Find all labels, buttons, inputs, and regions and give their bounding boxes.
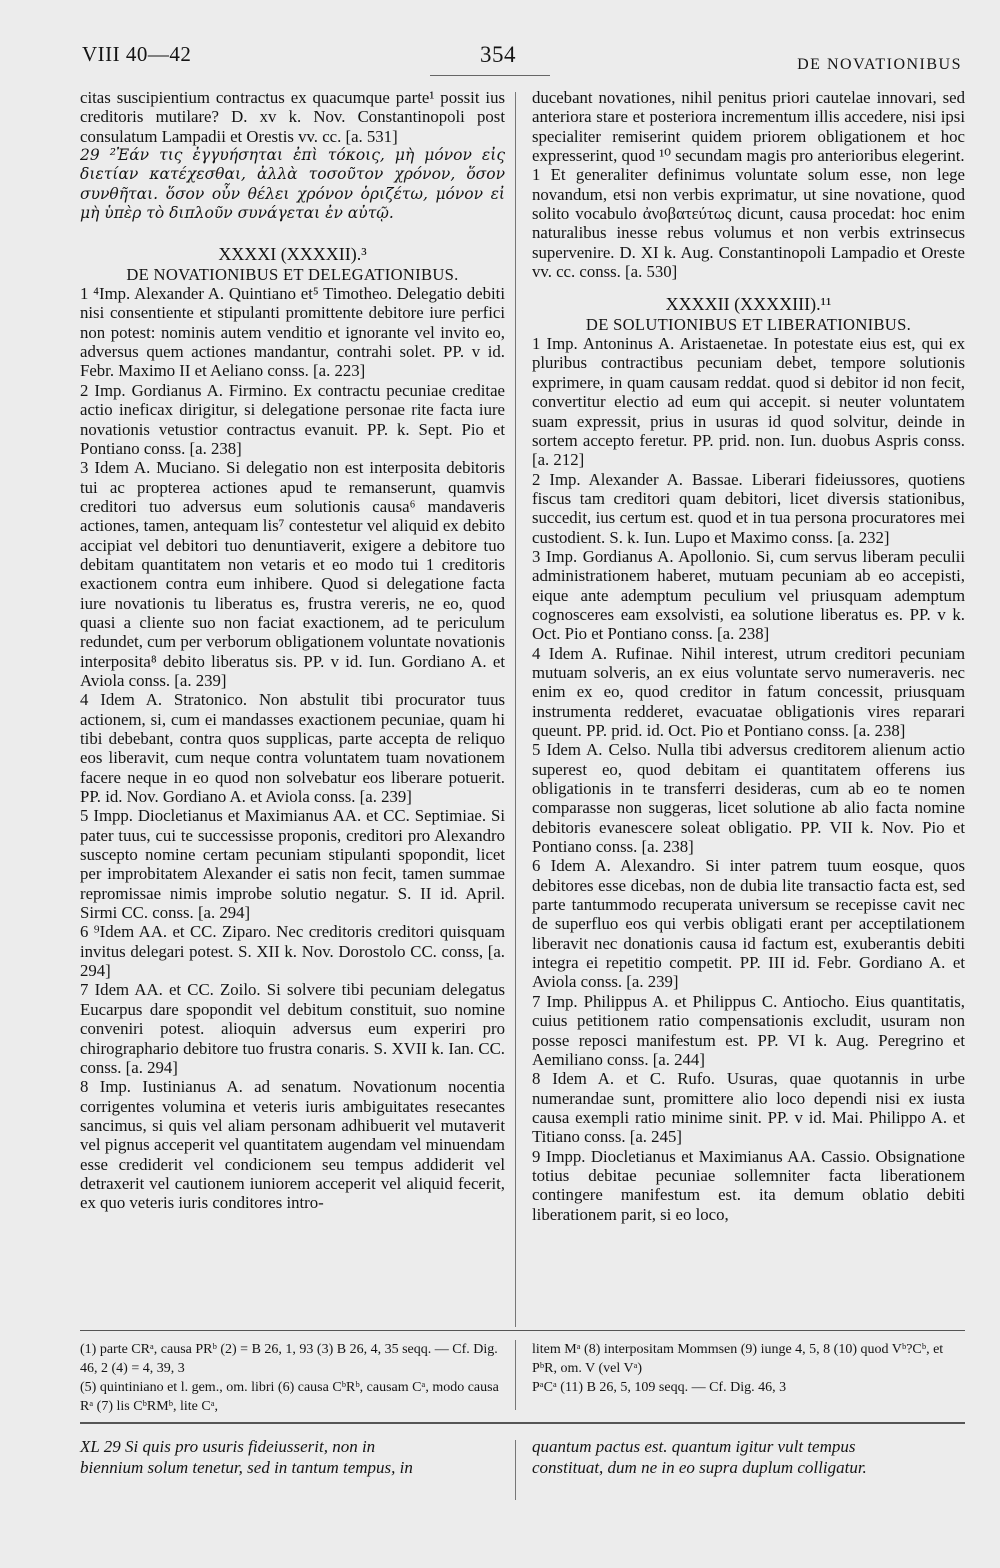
paragraph: 7 Imp. Philippus A. et Philippus C. Antiocho. Eius quantitatis, cuius petitionem ratio compensationis excludit, usuram non posse reposci manifestum est. PP. VI k. Aug. Peregrino et Aemiliano conss. [a. 244] [532, 991, 965, 1069]
footnote-rule [80, 1330, 965, 1331]
paragraph: 8 Idem A. et C. Rufo. Usuras, quae quotannis in urbe numerandae sunt, promittere alio loco dependi nisi ex iusta causa exempli ratio minime sinit. PP. v id. Mai. Philippo A. et Titiano conss. [a. 245] [532, 1069, 965, 1147]
greek-paragraph: 29 ²Ἐάν τις ἐγγυήσηται ἐπὶ τόκοις, μὴ μόνον εἰς διετίαν κατέχεσθαι, ἀλλὰ τοσοῦτον χρόνον, ὅσον συνθῆται. ὅσον οὖν θέλει χρόνον ὁριζέτω, μόνον εἰ μὴ ὑπὲρ τὸ διπλοῦν συνάγεται ἐν αὐτῷ. [80, 146, 505, 223]
left-column [80, 88, 505, 1213]
paragraph: 2 Imp. Alexander A. Bassae. Liberari fideiussores, quotiens fiscus tam creditori quam debitori, licet diversis stationibus, succedit, ius certum est. quod et in tua persona procuratores mei custodient. S. k. Iun. Lupo et Maximo conss. [a. 232] [532, 469, 965, 547]
paragraph: 7 Idem AA. et CC. Zoilo. Si solvere tibi pecuniam delegatus Eucarpus dare spopondit vel debitum constituit, suo nomine conveniri potest. alioquin adversus eum experiri pro chirographario debitore tuo frustra conaris. S. XVII k. Ian. CC. conss. [a. 294] [80, 980, 505, 1077]
gloss-right [532, 1436, 965, 1478]
paragraph: 4 Idem A. Stratonico. Non abstulit tibi procurator tuus actionem, si, cum ei mandasses exactionem pecuniae, quam hi tibi debebant, contra quos supplicas, parte accepta de reliquo eos liberavit, cum neque contra voluntatem tuam novationem facere neque in eo quod non solvebatur eos liberare potuerit. PP. id. Nov. Gordiano A. et Aviola conss. [a. 239] [80, 690, 505, 807]
paragraph: 2 Imp. Gordianus A. Firmino. Ex contractu pecuniae creditae actio ineficax dirigitur, si delegatione personae rite facta iure novationis vetustior contractus evanuit. PP. k. Sept. Pio et Pontiano conss. [a. 238] [80, 380, 505, 458]
paragraph: 5 Idem A. Celso. Nulla tibi adversus creditorem alienum actio superest eo, quod debitam ei quantitatem offerens ius obligationis in te transferri desideras, cum ab eo te nomen comparasse non suggeras, licet solutione ab alio facta nomine debitoris evanescere soleat obligatio. PP. VII k. Nov. Pio et Pontiano conss. [a. 238] [532, 740, 965, 857]
gloss-divider [515, 1440, 516, 1500]
paragraph: citas suscipientium contractus ex quacumque parte¹ possit ius creditoris mutilare? D. xv k. Nov. Constantinopoli post consulatum Lampadii et Orestis vv. cc. [a. 531] [80, 88, 505, 146]
running-head-left: VIII 40—42 [82, 42, 192, 66]
paragraph: 1 Imp. Antoninus A. Aristaenetae. In potestate eius est, qui ex pluribus contractibus pecuniam debet, tempore solutionis exprimere, in quam causam reddat. quod si debitor id non fecit, convertitur electio ad eum qui accepit. si neuter voluntatem suam expressit, prius in usuras id quod solvitur, deinde in sortem accepto feretur. PP. prid. non. Iun. duobus Aspris conss. [a. 212] [532, 334, 965, 470]
footnote-line: litem Mᵃ (8) interpositam Mommsen (9) iunge 4, 5, 8 (10) quod Vᵇ?Cᵇ, et PᵇR, om. V (vel Vᵃ) [532, 1342, 944, 1376]
gloss-line: quantum pactus est. quantum igitur vult tempus [532, 1437, 856, 1456]
header-rule [430, 75, 550, 76]
gloss-line: biennium solum tenetur, sed in tantum tempus, in [80, 1458, 413, 1477]
footnotes-left [80, 1340, 505, 1416]
section-title: XXXXII (XXXXIII).¹¹ [665, 294, 832, 315]
paragraph: 3 Imp. Gordianus A. Apollonio. Si, cum servus liberam peculii administrationem haberet, mutuam pecuniam ab eo accepisti, eique ante ademptum peculium vel priusquam ademptum cognosceres eam exsolvisti, ea solutione liberatus es. PP. v k. Oct. Pio et Pontiano conss. [a. 238] [532, 546, 965, 644]
section-title: XXXXI (XXXXII).³ [218, 244, 367, 265]
footnote-line: (5) quintiniano et l. gem., om. libri (6) causa CᵇRᵇ, causam Cᵃ, modo causa Rᵃ (7) lis CᵇRMᵇ, lite Cᵃ, [80, 1380, 499, 1414]
paragraph: 9 Impp. Diocletianus et Maximianus AA. Cassio. Obsignatione totius debitae pecuniae sollemniter facta liberationem contingere manifestum est. ita demum oblatio debiti liberationem parit, si eo loco, [532, 1146, 965, 1224]
paragraph: 1 ⁴Imp. Alexander A. Quintiano et⁵ Timotheo. Delegatio debiti nisi consentiente et stipulanti promittente debitore iure perfici non potest: nominis autem venditio et ignorante vel invito eo, adversus quem actiones mandantur, contrahi solet. PP. v id. Febr. Maximo II et Aeliano conss. [a. 223] [80, 284, 505, 381]
right-column [532, 88, 965, 1224]
section-subtitle: DE NOVATIONIBUS ET DELEGATIONIBUS. [126, 264, 459, 284]
gloss-left [80, 1436, 505, 1478]
paragraph: 4 Idem A. Rufinae. Nihil interest, utrum creditori pecuniam mutuam solveris, an ex eius voluntate servo numeraveris. nec enim ex eo, quod creditor in fatum concessit, priusquam instrumenta redderet, evacuatae obligationis vires reparari queunt. PP. prid. id. Oct. Pio et Pontiano conss. [a. 238] [532, 643, 965, 740]
paragraph: 6 ⁹Idem AA. et CC. Ziparo. Nec creditoris creditori quisquam invitus delegari potest. S. XII k. Nov. Dorostolo CC. conss, [a. 294] [80, 922, 505, 981]
footnotes-right [532, 1340, 965, 1397]
gloss-rule [80, 1422, 965, 1424]
section-subtitle: DE SOLUTIONIBUS ET LIBERATIONIBUS. [585, 314, 912, 334]
paragraph: 6 Idem A. Alexandro. Si inter patrem tuum eosque, quos debitores esse dicebas, non de dubia lite transactio facta est, sed parte tantummodo recuperata universum se recepisse cavit nec de superfluo eos qui verbis obligati erant per acceptilationem liberavit nec donationis causa id factum est, exuberantis debiti integra ei repetitio competit. PP. III id. Febr. Gordiano A. et Aviola conss. [a. 239] [532, 856, 965, 992]
page-number: 354 [480, 42, 516, 67]
paragraph: 3 Idem A. Muciano. Si delegatio non est interposita debitoris tui ac propterea actiones apud te remanserunt, quamvis creditori tuo adversus eum solutionis causa⁶ mandaveris actiones, tamen, antequam lis⁷ contestetur vel aliquid ex debito accipiat vel debitori tuo denuntiaverit, exigere a debitore tuo debitam quantitatem non vetaris et eo modo tui 1 creditoris exactionem contra eum inhibere. Quod si delegatione facta iure novationis tu liberatus es, frustra vereris, ne eo, quod quasi a cliente suo non faciat exactionem, ad te periculum redundet, cum per verborum obligationem voluntate novationis interposita⁸ debito liberatus sis. PP. v id. Iun. Gordiano A. et Aviola conss. [a. 239] [80, 458, 505, 690]
gloss-line: XL 29 Si quis pro usuris fideiusserit, non in [80, 1437, 376, 1456]
paragraph: ducebant novationes, nihil penitus priori cautelae innovari, sed anteriora stare et posteriora incrementum illis accedere, nisi ipsi specialiter remiserint quidem priorem obligationem et hoc expresserint, quod ¹⁰ secundam magis pro anterioribus elegerint. [532, 88, 965, 166]
footnote-line: PᵃCᵃ (11) B 26, 5, 109 seqq. — Cf. Dig. 46, 3 [532, 1380, 787, 1395]
paragraph: 5 Impp. Diocletianus et Maximianus AA. et CC. Septimiae. Si pater tuus, cui te successisse proponis, creditori pro Alexandro suscepto nomine certam pecuniam stipulanti spopondit, licet per improbitatem Alexander ei satis non fecit, tamen summae repromissae nimis improbe solutio negatur. S. II id. April. Sirmi CC. conss. [a. 294] [80, 806, 505, 923]
footnote-line: (1) parte CRᵃ, causa PRᵇ (2) = B 26, 1, 93 (3) B 26, 4, 35 seqq. — Cf. Dig. 46, 2 (4) = 4, 39, 3 [80, 1342, 498, 1376]
column-divider [515, 92, 516, 1327]
running-head-right: DE NOVATIONIBUS [797, 56, 962, 73]
paragraph: 8 Imp. Iustinianus A. ad senatum. Novationum nocentia corrigentes volumina et veteris iuris ambiguitates resecantes sancimus, si quis vel aliam personam adhibuerit vel mutaverit vel pignus acceperit vel quantitatem augendam vel minuendam esse crediderit vel condicionem seu tempus addiderit vel detraxerit vel cautionem iuniorem acceperit vel aliquid fecerit, ex quo veteris iuris conditores intro- [80, 1077, 505, 1213]
footnote-divider [515, 1340, 516, 1410]
gloss-line: constituat, dum ne in eo supra duplum colligatur. [532, 1458, 867, 1477]
paragraph: 1 Et generaliter definimus voluntate solum esse, non lege novandum, etsi non verbis exprimatur, ut sine novatione, quod solito vocabulo ἀνοβατεύτως dicunt, causa procedat: hoc enim naturalibus inesse rebus volumus et non verbis extrinsecus supervenire. D. XI k. Aug. Constantinopoli Lampadio et Oreste vv. cc. conss. [a. 530] [532, 165, 965, 282]
